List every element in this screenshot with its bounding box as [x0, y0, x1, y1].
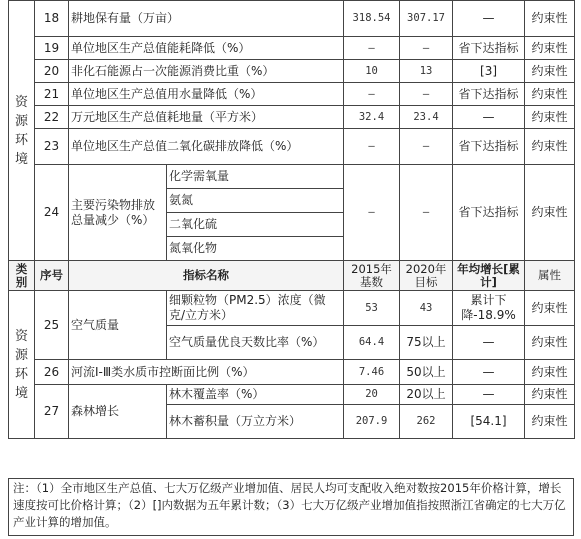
table-row [9, 165, 575, 189]
growth-value: 累计下降-18.9% [453, 291, 525, 326]
target-value: — [400, 165, 453, 261]
base-value: 207.9 [344, 405, 400, 439]
table-footnote: 注：（1）全市地区生产总值、七大万亿级产业增加值、居民人均可支配收入绝对数按2015年价格计算，增长速度按可比价格计算；（2）[]内数据为五年累计数；（3）七大万亿级产业增加值指按照浙江省确定的七大万亿产业计算的增加值。 [8, 478, 574, 536]
table-row [9, 360, 575, 385]
target-value: 43 [400, 291, 453, 326]
target-value: 307.17 [400, 1, 453, 37]
seq-cell: 20 [35, 60, 69, 83]
indicator-name: 主要污染物排放总量减少（%） [69, 165, 167, 261]
header-base: 2015年基数 [344, 261, 400, 291]
indicator-name: 单位地区生产总值用水量降低（%） [69, 83, 344, 106]
table-row [9, 129, 575, 165]
sub-indicator-name: 细颗粒物（PM2.5）浓度（微克/立方米） [167, 291, 344, 326]
header-seq: 序号 [35, 261, 69, 291]
attribute-value: 约束性 [525, 37, 575, 60]
attribute-value: 约束性 [525, 60, 575, 83]
attribute-value: 约束性 [525, 291, 575, 326]
growth-value: 省下达指标 [453, 37, 525, 60]
attribute-value: 约束性 [525, 326, 575, 360]
seq-cell: 23 [35, 129, 69, 165]
base-value: 53 [344, 291, 400, 326]
header-attr: 属性 [525, 261, 575, 291]
target-value: 262 [400, 405, 453, 439]
growth-value: — [453, 106, 525, 129]
attribute-value: 约束性 [525, 405, 575, 439]
growth-value: [54.1] [453, 405, 525, 439]
base-value: — [344, 83, 400, 106]
seq-cell: 21 [35, 83, 69, 106]
target-value: — [400, 37, 453, 60]
base-value: — [344, 165, 400, 261]
growth-value: [3] [453, 60, 525, 83]
table-row [9, 291, 575, 326]
attribute-value: 约束性 [525, 106, 575, 129]
base-value: 10 [344, 60, 400, 83]
base-value: 318.54 [344, 1, 400, 37]
attribute-value: 约束性 [525, 129, 575, 165]
attribute-value: 约束性 [525, 385, 575, 405]
table-row [9, 83, 575, 106]
target-value: 13 [400, 60, 453, 83]
growth-value: — [453, 385, 525, 405]
indicator-name: 耕地保有量（万亩） [69, 1, 344, 37]
table-row [9, 385, 575, 405]
base-value: 64.4 [344, 326, 400, 360]
table-row [9, 60, 575, 83]
category-cell: 资源环境 [9, 291, 35, 439]
target-value: 75以上 [400, 326, 453, 360]
category-cell: 资源环境 [9, 1, 35, 261]
sub-indicator-name: 化学需氧量 [167, 165, 344, 189]
indicator-name: 森林增长 [69, 385, 167, 439]
header-growth: 年均增长[累计] [453, 261, 525, 291]
header-category: 类别 [9, 261, 35, 291]
base-value: 7.46 [344, 360, 400, 385]
target-value: 50以上 [400, 360, 453, 385]
header-target: 2020年目标 [400, 261, 453, 291]
indicator-name: 万元地区生产总值耗地量（平方米） [69, 106, 344, 129]
indicator-name: 单位地区生产总值二氧化碳排放降低（%） [69, 129, 344, 165]
seq-cell: 19 [35, 37, 69, 60]
attribute-value: 约束性 [525, 1, 575, 37]
sub-indicator-name: 林木蓄积量（万立方米） [167, 405, 344, 439]
seq-cell: 27 [35, 385, 69, 439]
seq-cell: 22 [35, 106, 69, 129]
growth-value: — [453, 326, 525, 360]
sub-indicator-name: 氮氧化物 [167, 237, 344, 261]
base-value: — [344, 37, 400, 60]
sub-indicator-name: 氨氮 [167, 189, 344, 213]
indicator-name: 空气质量 [69, 291, 167, 360]
indicator-name: 河流Ⅰ-Ⅲ类水质市控断面比例（%） [69, 360, 344, 385]
seq-cell: 25 [35, 291, 69, 360]
header-name: 指标名称 [69, 261, 344, 291]
attribute-value: 约束性 [525, 83, 575, 106]
attribute-value: 约束性 [525, 360, 575, 385]
base-value: — [344, 129, 400, 165]
indicator-name: 单位地区生产总值能耗降低（%） [69, 37, 344, 60]
growth-value: 省下达指标 [453, 165, 525, 261]
seq-cell: 24 [35, 165, 69, 261]
target-value: — [400, 83, 453, 106]
growth-value: 省下达指标 [453, 83, 525, 106]
table-row [9, 1, 575, 37]
growth-value: — [453, 1, 525, 37]
table-header-row [9, 261, 575, 291]
target-value: 23.4 [400, 106, 453, 129]
sub-indicator-name: 二氧化硫 [167, 213, 344, 237]
seq-cell: 26 [35, 360, 69, 385]
growth-value: 省下达指标 [453, 129, 525, 165]
indicator-table [8, 0, 575, 439]
growth-value: — [453, 360, 525, 385]
table-row [9, 37, 575, 60]
table-row [9, 106, 575, 129]
attribute-value: 约束性 [525, 165, 575, 261]
indicator-name: 非化石能源占一次能源消费比重（%） [69, 60, 344, 83]
sub-indicator-name: 林木覆盖率（%） [167, 385, 344, 405]
base-value: 32.4 [344, 106, 400, 129]
target-value: — [400, 129, 453, 165]
target-value: 20以上 [400, 385, 453, 405]
base-value: 20 [344, 385, 400, 405]
seq-cell: 18 [35, 1, 69, 37]
sub-indicator-name: 空气质量优良天数比率（%） [167, 326, 344, 360]
